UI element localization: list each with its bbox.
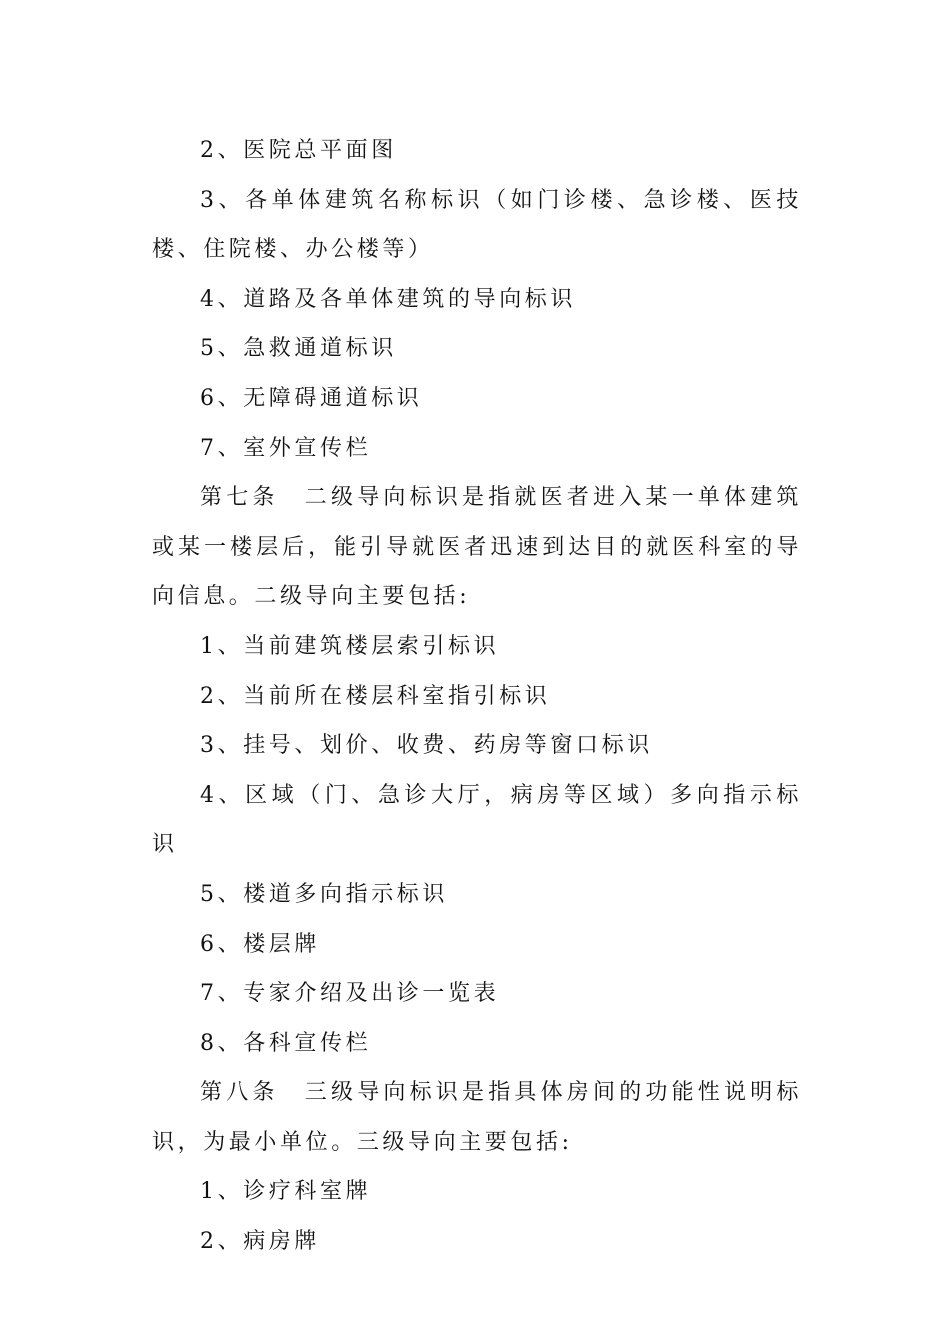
list-item-hospital-site-plan: 2、医院总平面图 bbox=[200, 138, 397, 163]
list-item-ward-plate: 2、病房牌 bbox=[200, 1229, 320, 1255]
list-item-window-signs: 3、挂号、划价、收费、药房等窗口标识 bbox=[200, 733, 653, 759]
list-item-corridor-direction-signs: 5、楼道多向指示标识 bbox=[200, 881, 448, 907]
list-item-outdoor-bulletin-board: 7、室外宣传栏 bbox=[200, 435, 372, 461]
document-body bbox=[152, 126, 802, 1267]
article-7-paragraph: 第七条 二级导向标识是指就医者进入某一单体建筑或某一楼层后，能引导就医者迅速到达目的就医科室的导向信息。二级导向主要包括: bbox=[152, 485, 802, 610]
list-item-department-bulletin: 8、各科宣传栏 bbox=[200, 1030, 372, 1056]
list-item-accessible-passage-signs: 6、无障碍通道标识 bbox=[200, 385, 423, 411]
article-8-paragraph: 第八条 三级导向标识是指具体房间的功能性说明标识，为最小单位。三级导向主要包括: bbox=[152, 1080, 802, 1155]
list-item-floor-plate: 6、楼层牌 bbox=[200, 931, 320, 957]
list-item-building-name-signs: 3、各单体建筑名称标识（如门诊楼、急诊楼、医技楼、住院楼、办公楼等） bbox=[152, 187, 802, 263]
list-item-expert-schedule: 7、专家介绍及出诊一览表 bbox=[200, 981, 500, 1007]
list-item-clinic-room-plate: 1、诊疗科室牌 bbox=[200, 1179, 372, 1205]
list-item-emergency-passage-signs: 5、急救通道标识 bbox=[200, 336, 397, 362]
list-item-area-direction-signs: 4、区域（门、急诊大厅，病房等区域）多向指示标识 bbox=[152, 782, 802, 858]
list-item-floor-department-guide: 2、当前所在楼层科室指引标识 bbox=[200, 683, 551, 709]
list-item-floor-index-signs: 1、当前建筑楼层索引标识 bbox=[200, 633, 500, 659]
list-item-road-direction-signs: 4、道路及各单体建筑的导向标识 bbox=[200, 286, 576, 312]
